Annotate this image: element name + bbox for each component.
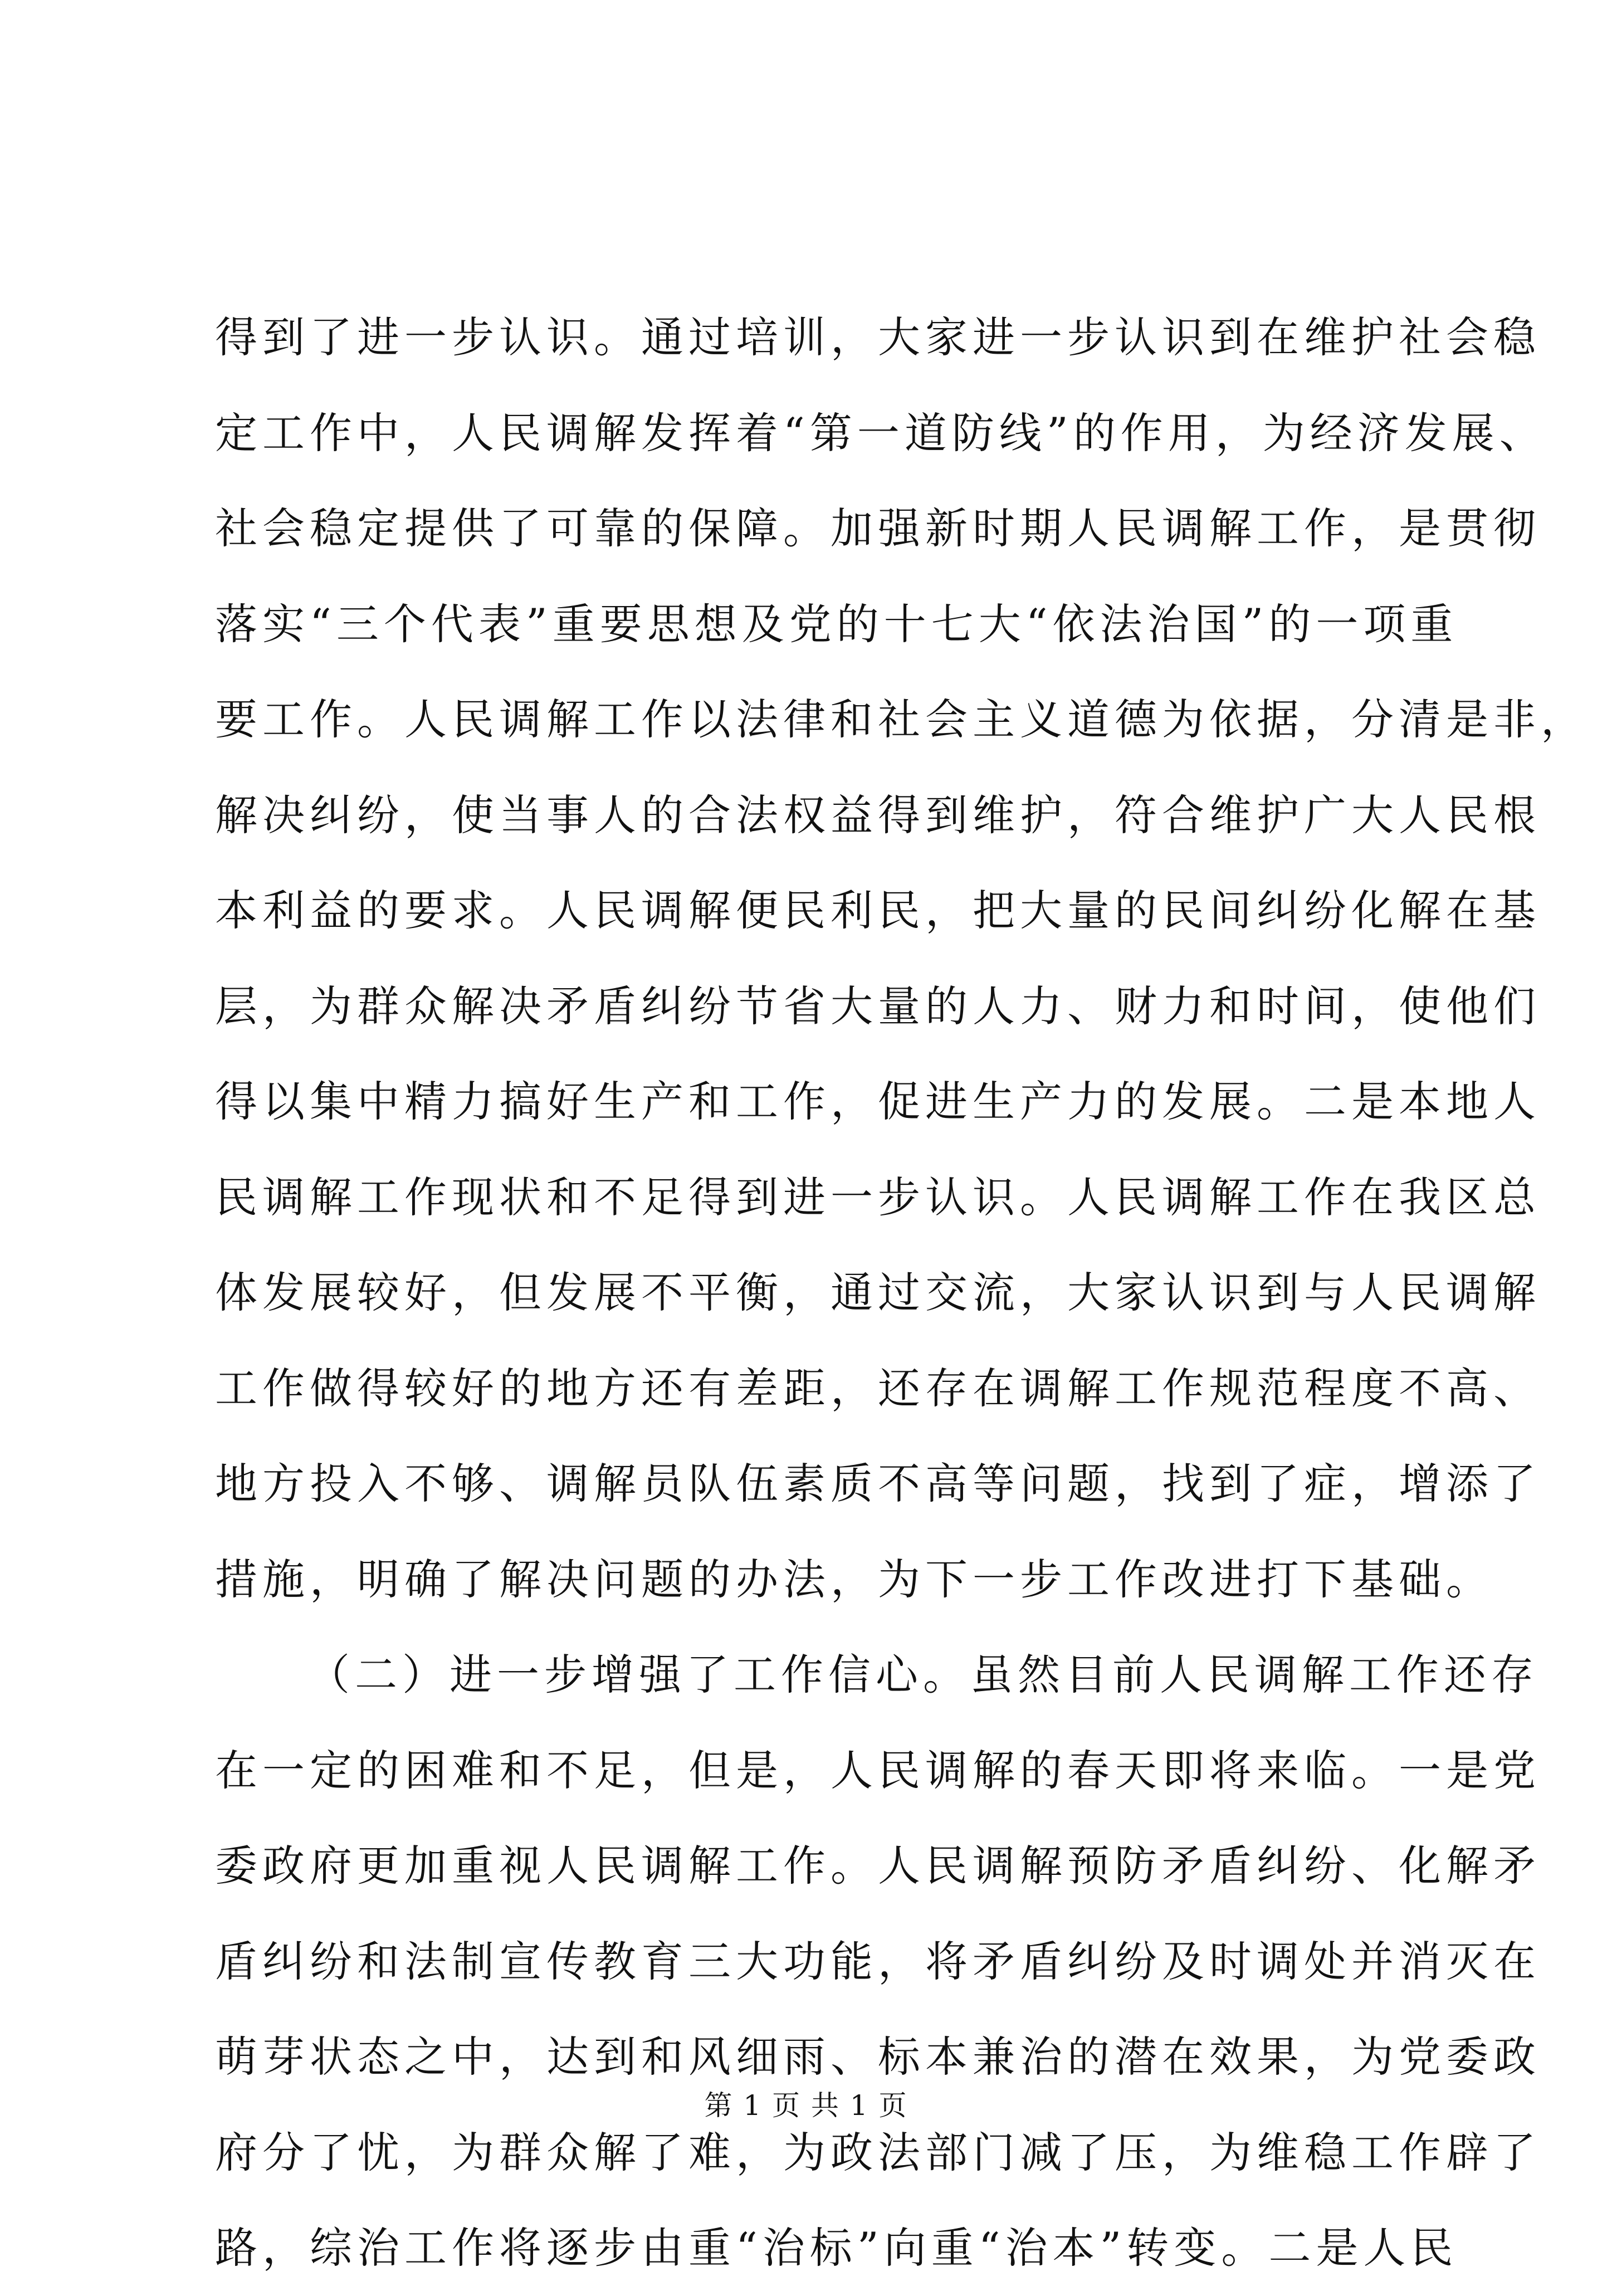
text-line: 民调解工作现状和不足得到进一步认识。人民调解工作在我区总 — [215, 1172, 1541, 1222]
text-line: 要工作。人民调解工作以法律和社会主义道德为依据，分清是非， — [215, 695, 1588, 744]
text-line: 得以集中精力搞好生产和工作，促进生产力的发展。二是本地人 — [215, 1077, 1541, 1126]
paragraph-heading-line: （二）进一步增强了工作信心。虽然目前人民调解工作还存 — [307, 1650, 1538, 1699]
text-line: 措施，明确了解决问题的办法，为下一步工作改进打下基础。 — [215, 1554, 1493, 1604]
text-line: 府分了忧，为群众解了难，为政法部门减了压，为维稳工作辟了 — [215, 2127, 1541, 2177]
text-line: 落实“三个代表”重要思想及党的十七大“依法治国”的一项重 — [215, 599, 1458, 649]
page-footer — [0, 2086, 1612, 2125]
page-number-label: 第 1 页 共 1 页 — [704, 2089, 908, 2122]
text-line: 社会稳定提供了可靠的保障。加强新时期人民调解工作，是贯彻 — [215, 504, 1541, 553]
text-line: 工作做得较好的地方还有差距，还存在调解工作规范程度不高、 — [215, 1363, 1541, 1413]
text-line: 路，综治工作将逐步由重“治标”向重“治本”转变。二是人民 — [215, 2223, 1458, 2273]
text-line: 在一定的困难和不足，但是，人民调解的春天即将来临。一是党 — [215, 1745, 1541, 1795]
text-line: 委政府更加重视人民调解工作。人民调解预防矛盾纠纷、化解矛 — [215, 1841, 1541, 1890]
text-line: 层，为群众解决矛盾纠纷节省大量的人力、财力和时间，使他们 — [215, 981, 1541, 1031]
text-line: 萌芽状态之中，达到和风细雨、标本兼治的潜在效果，为党委政 — [215, 2032, 1541, 2082]
text-line: 本利益的要求。人民调解便民利民，把大量的民间纠纷化解在基 — [215, 886, 1541, 935]
text-line: 得到了进一步认识。通过培训，大家进一步认识到在维护社会稳 — [215, 312, 1541, 362]
text-line: 定工作中，人民调解发挥着“第一道防线”的作用，为经济发展、 — [215, 408, 1547, 458]
text-line: 盾纠纷和法制宣传教育三大功能，将矛盾纠纷及时调处并消灭在 — [215, 1936, 1541, 1986]
text-line: 体发展较好，但发展不平衡，通过交流，大家认识到与人民调解 — [215, 1268, 1541, 1317]
document-body — [215, 290, 1588, 2296]
text-line: 解决纠纷，使当事人的合法权益得到维护，符合维护广大人民根 — [215, 790, 1541, 840]
text-line: 地方投入不够、调解员队伍素质不高等问题，找到了症，增添了 — [215, 1459, 1541, 1508]
